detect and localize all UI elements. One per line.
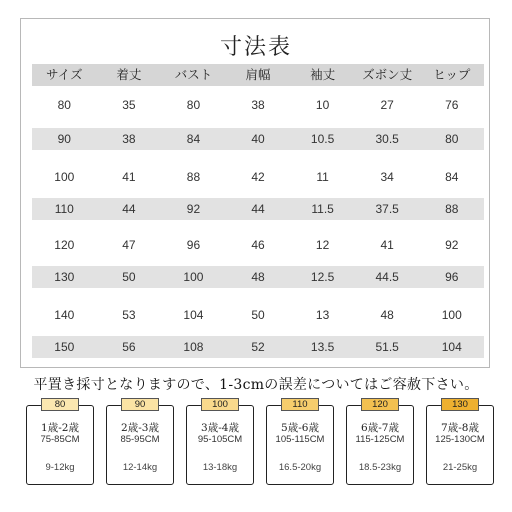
table-cell: 13: [315, 308, 330, 322]
table-cell: 140: [54, 308, 75, 322]
table-row: [32, 302, 484, 328]
card-height: 85-95CM: [120, 434, 160, 445]
card-weight: 16.5-20kg: [278, 462, 322, 473]
table-cell: 88: [445, 202, 459, 216]
table-cell: 80: [57, 98, 71, 112]
table-cell: 88: [186, 170, 201, 184]
table-cell: 76: [445, 98, 459, 112]
size-card: [346, 399, 414, 485]
table-cell: 52: [251, 340, 265, 354]
table-cell: 53: [122, 308, 136, 322]
table-row: [32, 232, 484, 258]
header-length: 着丈: [116, 67, 142, 82]
size-card: [426, 399, 494, 485]
table-row: [32, 336, 484, 358]
table-cell: 10: [315, 98, 330, 112]
table-cell: 12.5: [310, 270, 335, 284]
table-cell: 42: [251, 170, 265, 184]
table-cell: 84: [186, 132, 201, 146]
table-cell: 35: [122, 98, 136, 112]
table-cell: 44: [251, 202, 265, 216]
table-cell: 100: [441, 308, 462, 322]
table-cell: 56: [122, 340, 136, 354]
table-cell: 130: [54, 270, 75, 284]
card-age: 6歳-7歳: [361, 422, 399, 434]
card-weight: 21-25kg: [442, 462, 478, 473]
size-card: [266, 399, 334, 485]
size-card: [26, 399, 94, 485]
table-cell: 84: [445, 170, 459, 184]
table-cell: 150: [54, 340, 75, 354]
table-cell: 110: [54, 202, 74, 216]
table-cell: 46: [251, 238, 265, 252]
table-cell: 40: [251, 132, 265, 146]
table-row: [32, 128, 484, 150]
card-age: 7歳-8歳: [441, 422, 479, 434]
header-hip: ヒップ: [433, 67, 471, 82]
card-height: 125-130CM: [435, 434, 485, 445]
table-row: [32, 266, 484, 288]
table-row: [32, 92, 484, 118]
table-cell: 90: [57, 132, 71, 146]
card-weight: 18.5-23kg: [358, 462, 402, 473]
table-cell: 48: [251, 270, 265, 284]
size-badge: 110: [281, 398, 319, 411]
table-cell: 100: [183, 270, 204, 284]
header-size: サイズ: [46, 67, 83, 82]
table-cell: 37.5: [375, 202, 399, 216]
table-cell: 104: [183, 308, 204, 322]
size-card: [186, 399, 254, 485]
card-height: 75-85CM: [40, 434, 80, 445]
card-age: 3歳-4歳: [201, 422, 239, 434]
table-cell: 11.5: [311, 202, 334, 216]
header-bust: バスト: [174, 67, 213, 82]
table-cell: 50: [122, 270, 136, 284]
header-pants-length: ズボン丈: [362, 67, 413, 82]
table-cell: 10.5: [310, 132, 335, 146]
table-cell: 104: [441, 340, 462, 354]
size-badge: 120: [361, 398, 399, 411]
measurement-note: 平置き採寸となりますので、1-3cmの誤差についてはご容赦下さい。: [33, 377, 479, 393]
table-cell: 96: [445, 270, 459, 284]
card-age: 1歳-2歳: [41, 422, 79, 434]
table-cell: 50: [251, 308, 265, 322]
header-shoulder: 肩幅: [245, 67, 271, 82]
size-badge: 130: [441, 398, 479, 411]
table-cell: 48: [380, 308, 394, 322]
table-cell: 41: [380, 238, 394, 252]
table-cell: 13.5: [310, 340, 335, 354]
table-cell: 27: [380, 98, 394, 112]
table-cell: 44: [122, 202, 136, 216]
table-cell: 38: [122, 132, 136, 146]
card-weight: 13-18kg: [202, 462, 238, 473]
table-cell: 80: [445, 132, 459, 146]
table-cell: 41: [122, 170, 136, 184]
table-cell: 12: [315, 238, 330, 252]
table-cell: 80: [186, 98, 201, 112]
table-cell: 108: [183, 340, 204, 354]
table-cell: 51.5: [375, 340, 399, 354]
table-cell: 100: [54, 170, 75, 184]
table-row: [32, 164, 484, 190]
table-cell: 47: [122, 238, 136, 252]
table-cell: 44.5: [375, 270, 399, 284]
card-height: 115-125CM: [355, 434, 405, 445]
card-weight: 12-14kg: [122, 462, 158, 473]
card-weight: 9-12kg: [45, 462, 75, 473]
header-sleeve: 袖丈: [310, 67, 336, 82]
size-badge: 80: [41, 398, 79, 411]
size-badge: 90: [121, 398, 159, 411]
card-age: 5歳-6歳: [281, 422, 319, 434]
table-header: [32, 64, 484, 86]
card-age: 2歳-3歳: [121, 422, 159, 434]
table-cell: 34: [380, 170, 394, 184]
table-cell: 30.5: [375, 132, 399, 146]
page-title: 寸法表: [219, 35, 292, 60]
card-height: 95-105CM: [197, 434, 243, 445]
table-cell: 96: [186, 238, 201, 252]
table-row: [32, 198, 484, 220]
table-cell: 92: [445, 238, 459, 252]
table-cell: 120: [54, 238, 75, 252]
size-badge: 100: [201, 398, 239, 411]
table-cell: 38: [251, 98, 265, 112]
size-card: [106, 399, 174, 485]
card-height: 105-115CM: [275, 434, 325, 445]
table-cell: 92: [186, 202, 201, 216]
table-cell: 11: [316, 170, 329, 184]
